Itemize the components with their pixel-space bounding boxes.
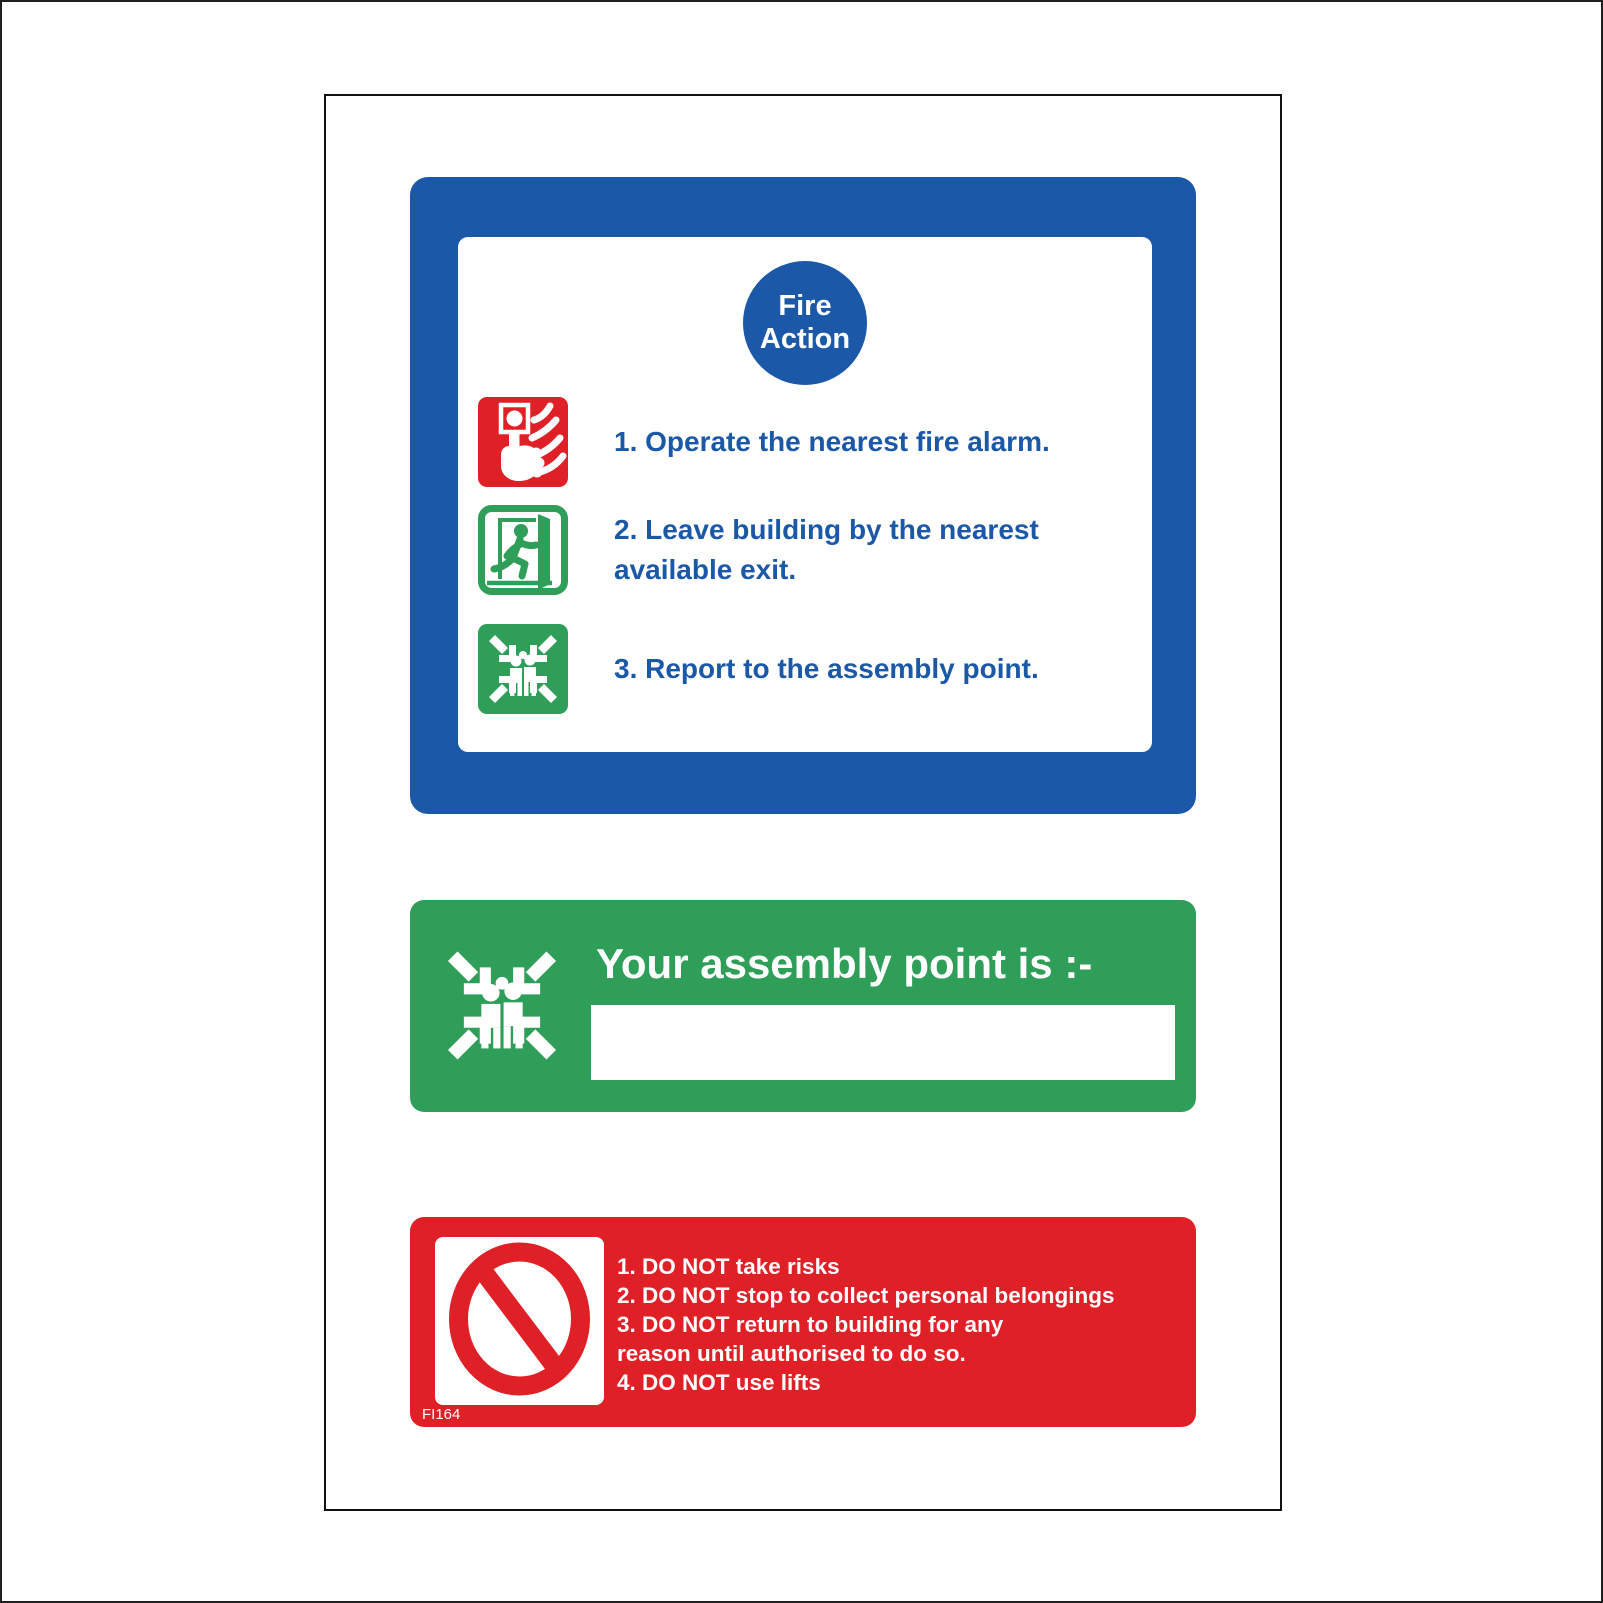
instruction-text-2: 2. Leave building by the nearest available exit. [614, 514, 1039, 585]
do-not-instructions [617, 1252, 1115, 1397]
do-not-line: 3. DO NOT return to building for any [617, 1312, 1004, 1337]
assembly-point-panel [410, 900, 1196, 1112]
fire-action-sign [324, 94, 1282, 1511]
badge-line-1: Fire [778, 290, 832, 322]
prohibition-sign-box [435, 1237, 604, 1405]
instruction-row-3 [478, 624, 1142, 714]
do-not-panel [410, 1217, 1196, 1427]
fire-alarm-call-point-icon [478, 397, 568, 487]
instruction-row-1 [478, 397, 1142, 487]
fire-action-badge [743, 261, 867, 385]
instruction-text-1: 1. Operate the nearest fire alarm. [614, 426, 1050, 457]
assembly-point-icon [478, 624, 568, 714]
product-code: FI164 [422, 1406, 461, 1423]
assembly-point-icon-large [429, 934, 575, 1077]
do-not-line: 2. DO NOT stop to collect personal belongings [617, 1283, 1115, 1308]
assembly-point-write-in-box [591, 1005, 1175, 1080]
do-not-line: 1. DO NOT take risks [617, 1254, 840, 1279]
fire-action-panel-inner [458, 237, 1152, 752]
do-not-line: reason until authorised to do so. [617, 1341, 966, 1366]
assembly-panel-title: Your assembly point is :- [596, 940, 1093, 987]
fire-action-panel [410, 177, 1196, 814]
prohibition-no-entry-icon [435, 1237, 604, 1405]
instruction-text-3: 3. Report to the assembly point. [614, 653, 1039, 684]
do-not-line: 4. DO NOT use lifts [617, 1370, 821, 1395]
instruction-row-2 [478, 505, 1142, 595]
badge-line-2: Action [759, 323, 851, 355]
emergency-exit-icon [478, 505, 568, 595]
